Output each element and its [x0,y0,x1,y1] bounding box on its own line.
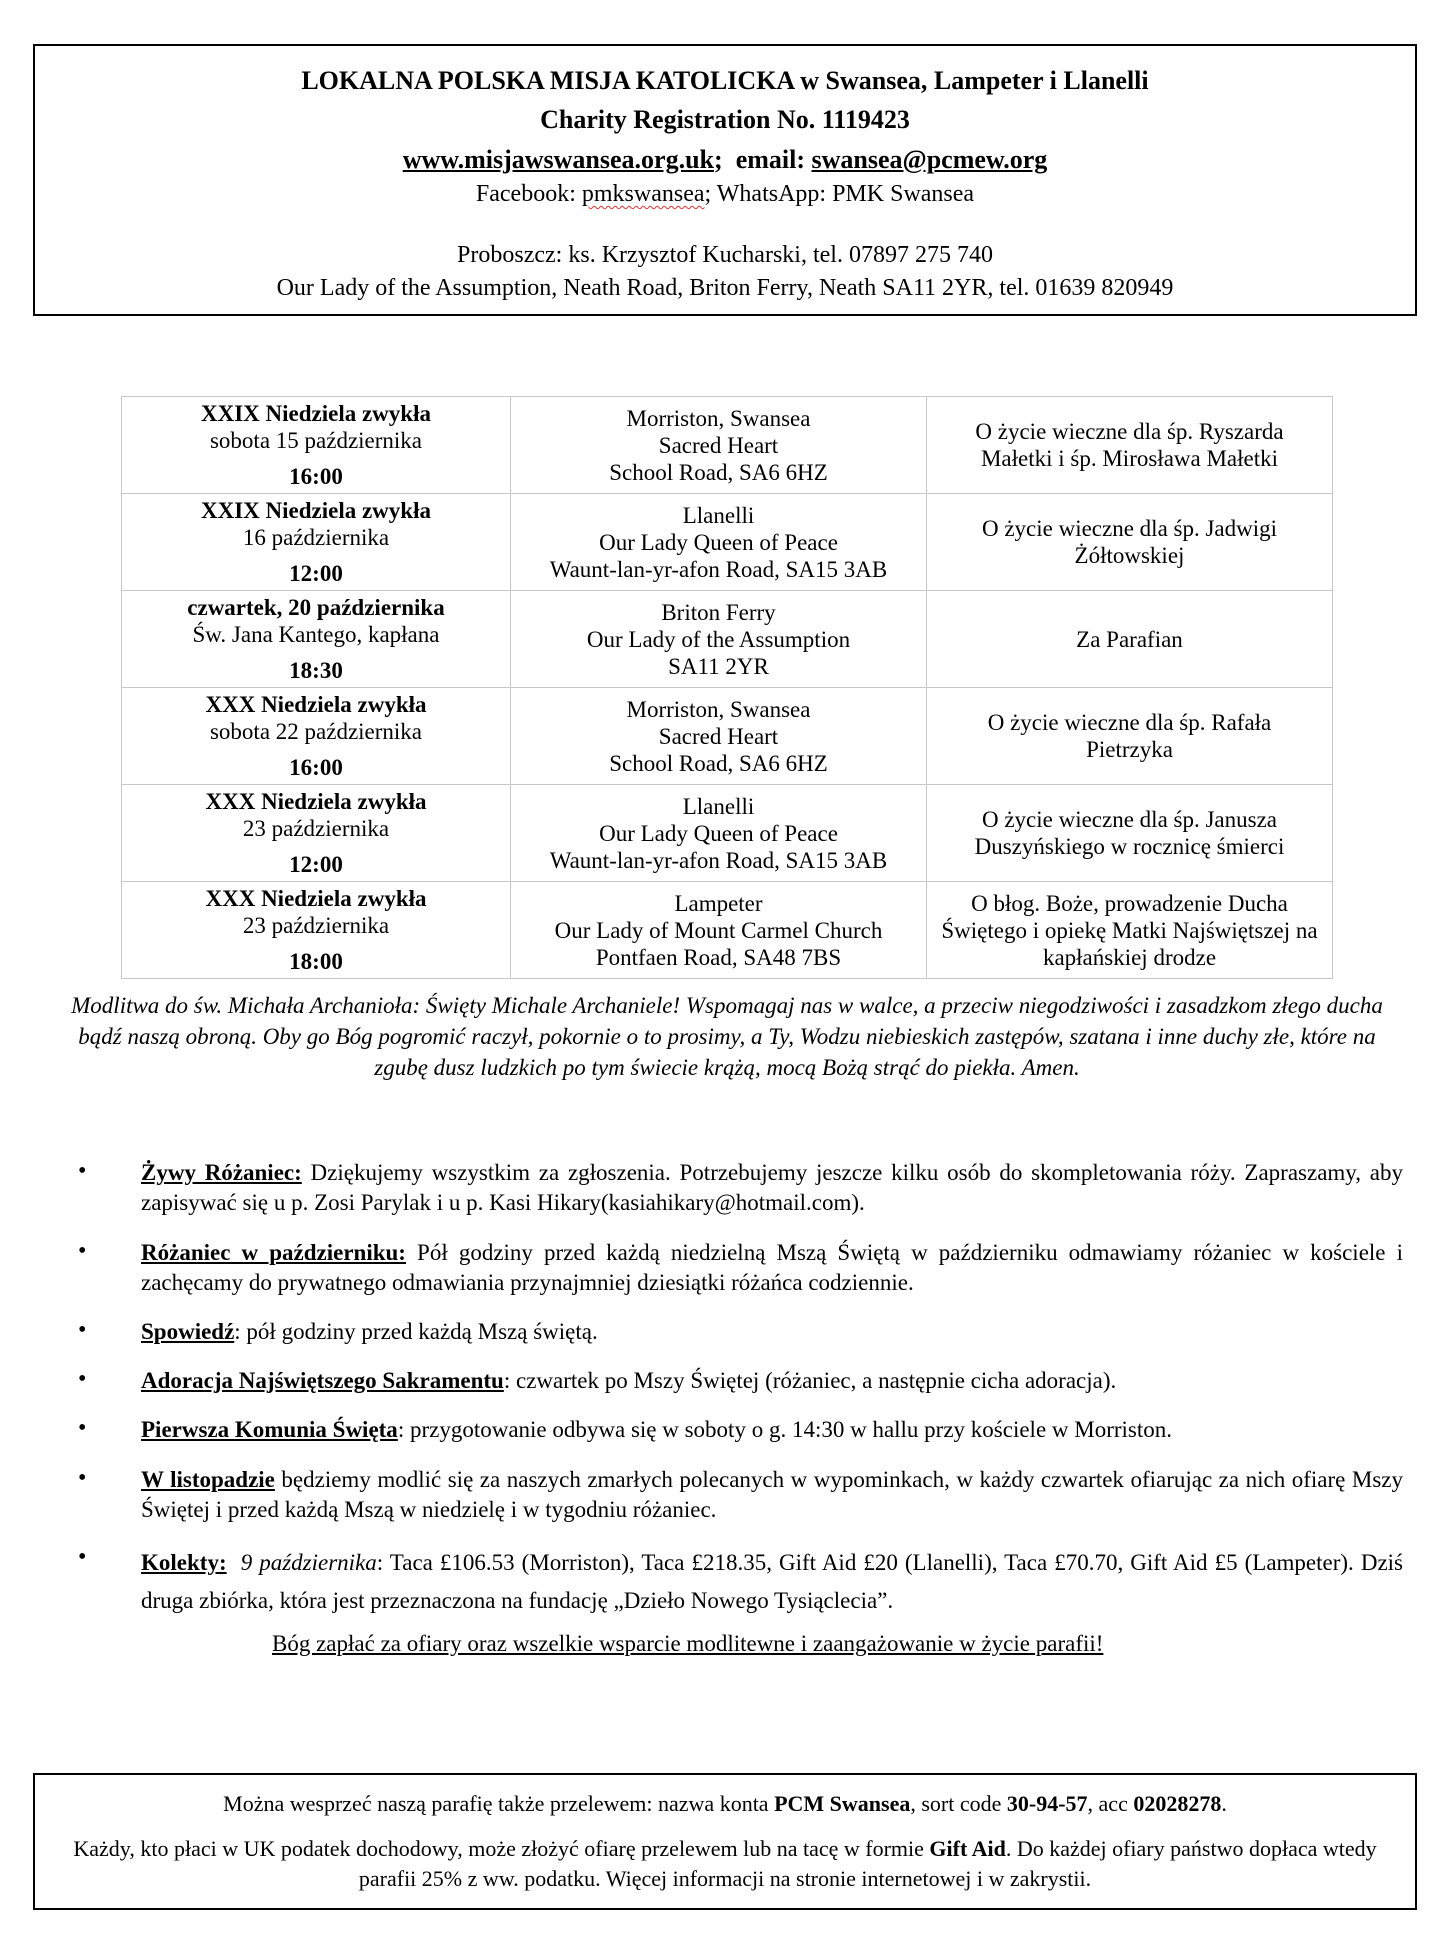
intention-text: O błog. Boże, prowadzenie Ducha Świętego i opiekę Matki Najświętszej na kapłańskiej drodze [941,890,1318,970]
place-address: School Road, SA6 6HZ [609,459,828,485]
bullet-icon: • [78,1238,87,1264]
notice-label: Pierwsza Komunia Święta [141,1417,398,1442]
mass-title: XXIX Niedziela zwykła [201,401,431,426]
notice-label: Różaniec w październiku: [141,1240,406,1265]
notice-label: Adoracja Najświętszego Sakramentu [141,1368,504,1393]
place-address: Pontfaen Road, SA48 7BS [595,944,842,970]
mass-place-cell [511,882,927,979]
notice-text [141,1317,1403,1347]
gift-aid-line [55,1834,1395,1894]
notice-label: Żywy Różaniec: [141,1160,302,1185]
facebook-handle: pmkswansea [581,181,705,207]
bank-text: Można wesprzeć naszą parafię także przelewem: nazwa konta [223,1791,775,1816]
whatsapp-text: ; WhatsApp: PMK Swansea [704,181,975,207]
gift-aid-text: Każdy, kto płaci w UK podatek dochodowy, może złożyć ofiarę przelewem lub na tacę w formie [73,1836,930,1861]
pastor-line: Proboszcz: ks. Krzysztof Kucharski, tel. 07897 275 740 [457,242,993,268]
bullet-icon: • [78,1465,87,1491]
mass-date: 23 października [242,816,390,841]
charity-registration: Charity Registration No. 1119423 [540,105,910,134]
notice-text [141,1238,1403,1298]
email-link[interactable]: swansea@pcmew.org [811,145,1048,174]
thanks-text: Bóg zapłać za ofiary oraz wszelkie wsparcie modlitewne i zaangażowanie w życie parafii! [272,1631,1104,1656]
mass-intention [927,591,1333,688]
mass-date: 23 października [242,913,390,938]
bullet-icon: • [78,1415,87,1441]
mass-place-cell [511,591,927,688]
notice-text [141,1366,1403,1396]
header-box [33,44,1417,316]
mass-place-cell [511,494,927,591]
bullet-icon: • [78,1544,87,1570]
mission-title: LOKALNA POLSKA MISJA KATOLICKA w Swansea, Lampeter i Llanelli [301,66,1149,95]
mass-time: 16:00 [289,464,343,489]
mass-date: sobota 15 października [209,428,423,453]
email-label: email: [735,145,805,174]
place-town: Morriston, Swansea [626,696,811,722]
notice-body: Pół godziny przed każdą niedzielną Mszą Świętą w październiku odmawiamy różaniec w kościele i zachęcamy do prywatnego odmawiania przynajmniej dziesiątki różańca codziennie. [141,1240,1403,1295]
notice-text [141,1158,1403,1218]
mass-time: 12:00 [289,561,343,586]
mass-date-cell [122,494,511,591]
table-row [122,785,1333,882]
place-address: Waunt-lan-yr-afon Road, SA15 3AB [549,847,888,873]
place-church: Our Lady of Mount Carmel Church [554,917,883,943]
mass-time: 12:00 [289,852,343,877]
notice-text [141,1544,1403,1620]
notice-body: Dziękujemy wszystkim za zgłoszenia. Potrzebujemy jeszcze kilku osób do skompletowania róży. Zapraszamy, aby zapisywać się u p. Zosi Parylak i u p. Kasi Hikary(kasiahikary@hotmail.com). [141,1160,1404,1215]
table-row [122,591,1333,688]
notice-body: : Taca £106.53 (Morriston), Taca £218.35, Gift Aid £20 (Llanelli), Taca £70.70, Gift Aid £5 (Lampeter). Dziś druga zbiórka, która jest przeznaczona na fundację „Dzieło Nowego Tysiąclecia”. [141,1550,1403,1613]
table-row [122,882,1333,979]
gift-aid-text-end: . Do każdej ofiary państwo dopłaca wtedy parafii 25% z ww. podatku. Więcej informacji na stronie internetowej i w zakrystii. [358,1836,1377,1891]
social-line [35,181,1415,208]
mass-time: 18:30 [289,658,343,683]
notice-text [141,1415,1403,1445]
facebook-label: Facebook: [475,181,576,207]
mass-date: sobota 22 października [209,719,423,744]
notice-body: : pół godziny przed każdą Mszą świętą. [234,1319,598,1344]
mass-title: czwartek, 20 października [187,595,445,620]
mass-date-cell [122,591,511,688]
contact-line: www.misjawswansea.org.uk; email: swansea@pcmew.org [402,145,1048,174]
mass-intention [927,785,1333,882]
gift-aid-label: Gift Aid [929,1836,1006,1861]
notice-body: : przygotowanie odbywa się w soboty o g. 14:30 w hallu przy kościele w Morriston. [397,1417,1173,1442]
prayer-text: Modlitwa do św. Michała Archanioła: Święty Michale Archaniele! Wspomagaj nas w walce, a przeciw niegodziwości i zasadzkom złego ducha bądź naszą obroną. Oby go Bóg pogromić raczył, pokornie o to prosimy, a Ty, Wodzu niebieskich zastępów, szatana i inne duchy złe, które na zgubę dusz ludzkich po tym świecie krążą, mocą Bożą strąć do piekła. Amen. [71,993,1383,1080]
notice-body: : czwartek po Mszy Świętej (różaniec, a następnie cicha adoracja). [503,1368,1117,1393]
mass-place-cell [511,785,927,882]
sort-code-label: , sort code [910,1791,1007,1816]
intention-text: O życie wieczne dla śp. Janusza Duszyńskiego w rocznicę śmierci [974,807,1285,859]
place-church: Our Lady Queen of Peace [599,529,838,555]
mass-date: Św. Jana Kantego, kapłana [192,622,440,647]
intention-text: O życie wieczne dla śp. Jadwigi Żółtowskiej [981,516,1278,568]
mass-date-cell [122,397,511,494]
place-town: Llanelli [682,502,755,528]
bullet-icon: • [78,1317,87,1343]
website-link[interactable]: www.misjawswansea.org.uk [402,145,715,174]
period: . [1221,1791,1227,1816]
mass-title: XXX Niedziela zwykła [205,886,427,911]
mass-date-cell [122,785,511,882]
table-row [122,688,1333,785]
place-town: Morriston, Swansea [626,405,811,431]
intention-text: O życie wieczne dla śp. Rafała Pietrzyka [987,710,1272,762]
footer-box [33,1773,1417,1910]
mass-intention [927,397,1333,494]
place-church: Sacred Heart [658,723,779,749]
notice-label: Kolekty: [141,1550,227,1575]
mass-title: XXX Niedziela zwykła [205,789,427,814]
place-address: SA11 2YR [668,653,769,679]
notice-body: będziemy modlić się za naszych zmarłych polecanych w wypominkach, w każdy czwartek ofiarując za nich ofiarę Mszy Świętej i przed każdą Mszą w niedzielę i w tygodniu różaniec. [141,1467,1403,1522]
place-church: Our Lady Queen of Peace [599,820,838,846]
mass-place-cell [511,688,927,785]
parish-address: Our Lady of the Assumption, Neath Road, Briton Ferry, Neath SA11 2YR, tel. 01639 820949 [276,275,1174,301]
bullet-icon: • [78,1366,87,1392]
notice-label: Spowiedź [141,1319,235,1344]
place-address: Waunt-lan-yr-afon Road, SA15 3AB [549,556,888,582]
mass-time: 16:00 [289,755,343,780]
mass-time: 18:00 [289,949,343,974]
place-church: Our Lady of the Assumption [586,626,851,652]
account-name: PCM Swansea [774,1791,911,1816]
mass-place-cell [511,397,927,494]
sort-code: 30-94-57 [1006,1791,1088,1816]
place-address: School Road, SA6 6HZ [609,750,828,776]
account-label: , acc [1087,1791,1134,1816]
mass-date-cell [122,688,511,785]
place-town: Lampeter [674,890,763,916]
mass-date-cell [122,882,511,979]
bank-transfer-line [55,1789,1395,1819]
mass-title: XXX Niedziela zwykła [205,692,427,717]
place-town: Llanelli [682,793,755,819]
mass-intention [927,882,1333,979]
table-row [122,397,1333,494]
intention-text: Za Parafian [1076,626,1183,652]
notice-label: W listopadzie [141,1467,275,1492]
collection-date: 9 października [240,1550,377,1575]
mass-schedule-table [121,396,1333,979]
intention-text: O życie wieczne dla śp. Ryszarda Małetki i śp. Mirosława Małetki [975,419,1284,471]
place-town: Briton Ferry [661,599,776,625]
mass-intention [927,688,1333,785]
notice-text [141,1465,1403,1525]
mass-intention [927,494,1333,591]
mass-title: XXIX Niedziela zwykła [201,498,431,523]
place-church: Sacred Heart [658,432,779,458]
account-number: 02028278 [1133,1791,1222,1816]
table-row [122,494,1333,591]
mass-date: 16 października [242,525,390,550]
bullet-icon: • [78,1158,87,1184]
